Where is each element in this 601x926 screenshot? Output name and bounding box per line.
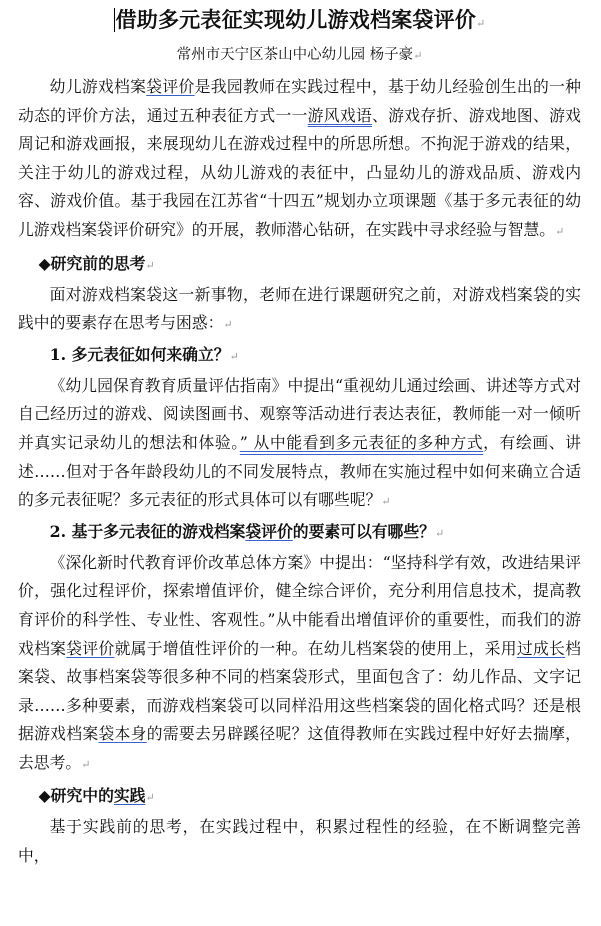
- paragraph-mark-icon: ↵: [81, 757, 91, 771]
- author-line: [18, 42, 581, 69]
- question-2-heading: [18, 517, 581, 549]
- grammar-underlined-text: 袋评价: [66, 638, 115, 658]
- heading-text: 2. 基于多元表征的游戏档案: [49, 521, 246, 541]
- title-text: 借助多元表征实现幼儿游戏档案袋评价: [115, 7, 476, 32]
- paragraph-mark-icon: ↵: [381, 495, 391, 509]
- text-run: 基于实践前的思考，在实践过程中，积累过程性的经验，在不断调整完善中，: [18, 817, 581, 866]
- paragraph-mark-icon: ↵: [223, 318, 233, 332]
- heading-text: ◆研究中的: [38, 786, 114, 806]
- text-run: 就属于增值性评价的一种。在幼儿档案袋的使用上，采用: [114, 638, 517, 658]
- paragraph-mark-icon: ↵: [145, 258, 155, 272]
- paragraph-mark-icon: ↵: [475, 17, 486, 30]
- text-run: 、游戏存折、游戏地图、游戏周记和游戏画报，来展现幼儿在游戏过程中的所思所想。不拘泥于游戏的结果，关注于幼儿的游戏过程，从幼儿游戏的表征中，凸显幼儿的游戏品质、游戏内容、游戏价值。基于我园在江苏省“十四五”规划办立项课题《基于多元表征的幼儿游戏档案袋评价研究》的开展，教师潜心钻研，在实践中寻求经验与智慧。: [18, 105, 581, 239]
- grammar-underlined-text: 过成长: [516, 638, 566, 658]
- text-run: 面对游戏档案袋这一新事物，老师在进行课题研究之前，对游戏档案袋的实践中的要素存在思考与困惑：: [18, 284, 581, 333]
- heading-text: 1. 多元表征如何来确立？: [49, 344, 230, 364]
- paragraph-mark-icon: ↵: [555, 224, 565, 238]
- heading-text: 的要素可以有哪些？: [292, 521, 435, 541]
- text-run: 《深化新时代教育评价改革总体方案》中提出：“坚持科学有效，改进结果评价，强化过程评价，探索增值评价，健全综合评价，充分利用信息技术，提高教育评价的科学性、专业性、客观性。”从中能看出增值评价的重要性，而我们的游戏档案: [18, 552, 581, 658]
- grammar-underlined-text: 实践: [113, 786, 146, 806]
- text-run: 档案袋、故事档案袋等很多种不同的档案袋形式，里面包含了：幼儿作品、文字记录……多种要素，而游戏档案袋可以同样沿用这些档案袋的固化格式吗？还是根据游戏档案: [18, 638, 581, 744]
- question-1-heading: [18, 340, 581, 372]
- section-heading-during: [18, 781, 581, 813]
- grammar-underlined-text: ” 从中能看到多元表征的多种方式: [239, 432, 484, 452]
- text-run: ，有绘画、讲述……但对于各年龄段幼儿的不同发展特点，教师在实施过程中如何来确立合适的多元表征呢？多元表征的形式具体可以有哪些呢？: [18, 432, 581, 510]
- paragraph-mark-icon: ↵: [434, 526, 445, 540]
- text-run: 是我园教师在实践过程中，基于幼儿经验创生出的一种动态的评价方法，通过五种表征方式一一: [18, 77, 581, 125]
- text-run: 的需要去另辟蹊径呢？这值得教师在实践过程中好好去揣摩，去思考。: [18, 724, 581, 772]
- heading-text: ◆研究前的思考: [38, 253, 146, 273]
- intro-paragraph: [18, 73, 581, 247]
- paragraph-mark-icon: ↵: [413, 49, 423, 62]
- paragraph-evaluation-reform: [18, 549, 581, 780]
- paragraph-mark-icon: ↵: [145, 791, 155, 805]
- document-title: [18, 4, 581, 40]
- paragraph-practice: [18, 813, 581, 870]
- paragraph-guideline: [18, 372, 581, 517]
- grammar-underlined-text: 袋评价: [146, 77, 195, 96]
- text-run: 幼儿游戏档案: [49, 77, 147, 96]
- paragraph-questions-intro: [18, 281, 581, 340]
- text-cursor: [114, 8, 115, 32]
- grammar-underlined-text: 游风戏语: [307, 105, 373, 125]
- section-heading-before: [18, 249, 581, 281]
- grammar-underlined-text: 袋评价: [245, 521, 293, 541]
- text-run: 《幼儿园保育教育质量评估指南》中提出“重视幼儿通过绘画、讲述等方式对自己经历过的游戏、阅读图画书、观察等活动进行表达表征，教师能一对一倾听并真实记录幼儿的想法和体验。: [18, 375, 581, 452]
- grammar-underlined-text: 袋本身: [98, 724, 147, 744]
- author-text: 常州市天宁区茶山中心幼儿园 杨子豪: [176, 47, 414, 63]
- paragraph-mark-icon: ↵: [229, 349, 239, 363]
